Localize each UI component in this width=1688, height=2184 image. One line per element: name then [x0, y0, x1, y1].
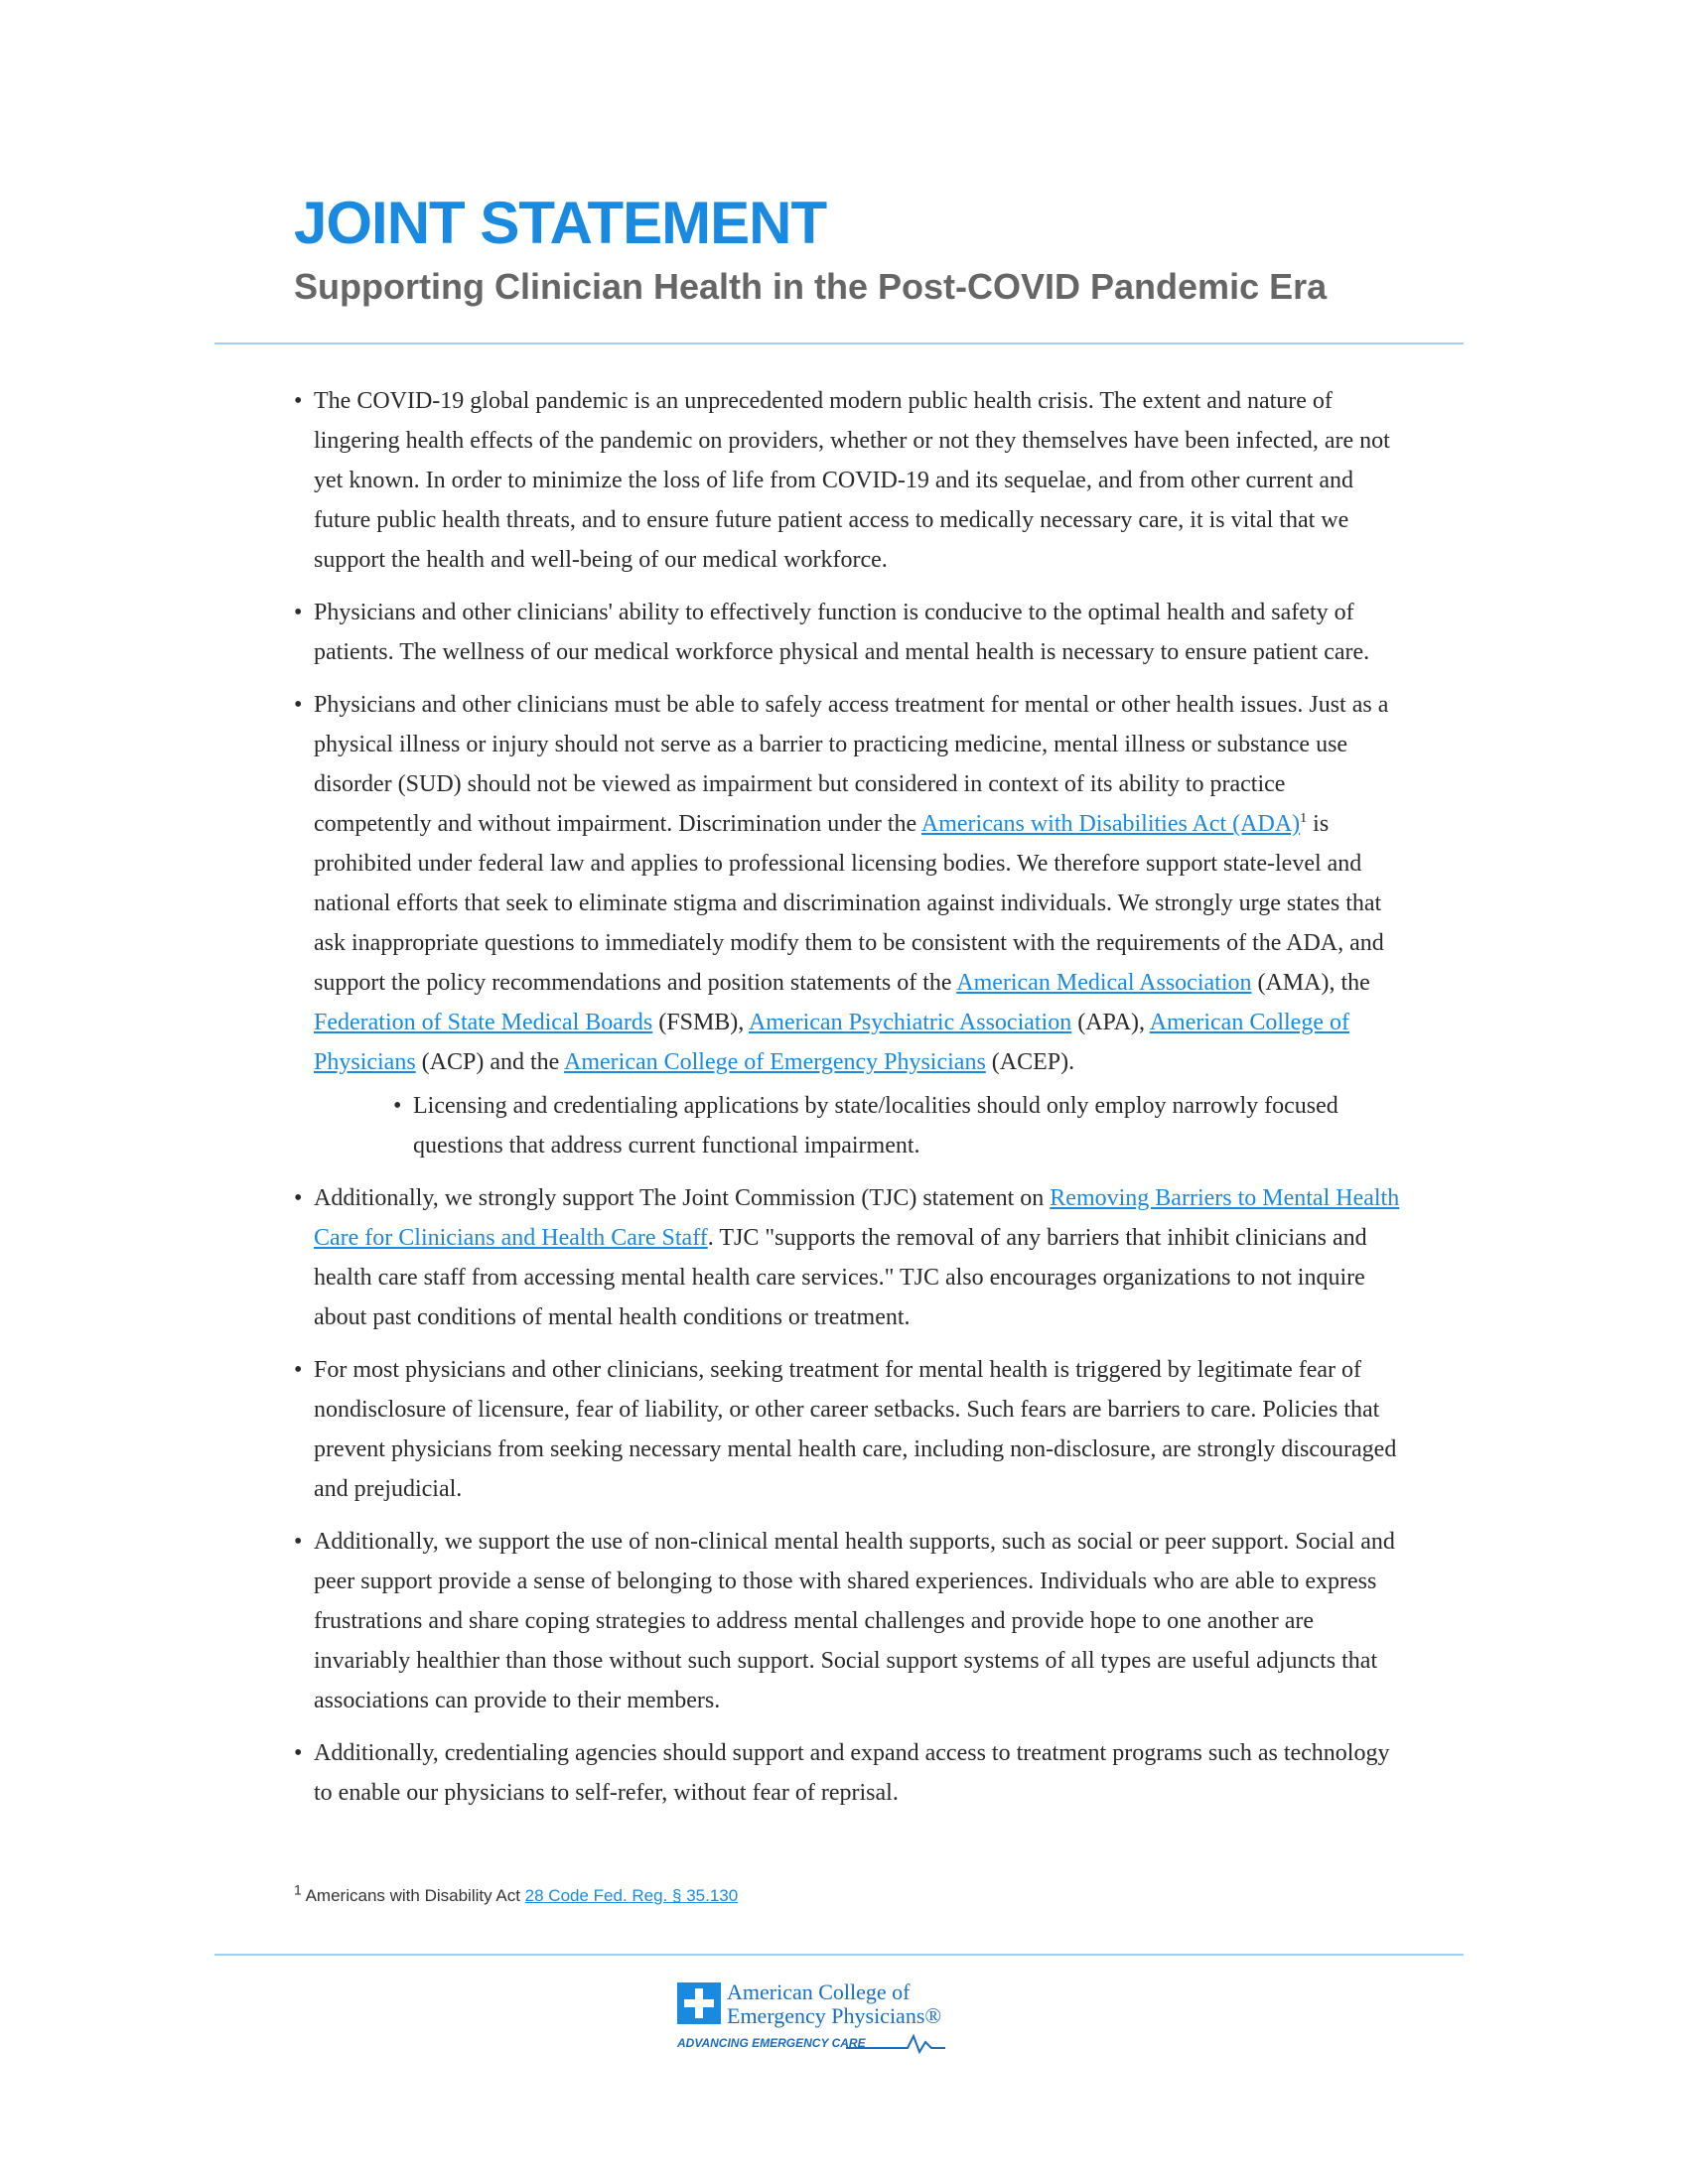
- ama-link[interactable]: American Medical Association: [956, 970, 1252, 996]
- logo-tagline: ADVANCING EMERGENCY CARE: [677, 2036, 866, 2050]
- acep-cross-icon: [677, 1982, 721, 2024]
- logo-line-1: American College of: [727, 1979, 911, 2004]
- document-subtitle: Supporting Clinician Health in the Post-COVID Pandemic Era: [294, 266, 1328, 307]
- bottom-divider: [214, 1954, 1464, 1956]
- sub-bullet-1: • Licensing and credentialing applications by state/localities should only employ narrowly focused questions that address current functional impairment.: [393, 1086, 1402, 1165]
- footnote-ref: 1: [1300, 811, 1308, 826]
- bullet-6: • Additionally, we support the use of non-clinical mental health supports, such as social or peer support. Social and peer support provide a sense of belonging to those with shared experiences. Individuals who are able to express frustrations and share coping strategies to address mental challenges and provide hope to one another are invariably healthier than those without such support. Social support systems of all types are useful adjuncts that associations can provide to their members.: [294, 1522, 1402, 1720]
- logo-line-2: Emergency Physicians®: [727, 2003, 942, 2028]
- acp-link[interactable]: American College of Physicians: [314, 1010, 1349, 1075]
- fsmb-link[interactable]: Federation of State Medical Boards: [314, 1010, 653, 1035]
- acep-link[interactable]: American College of Emergency Physicians: [564, 1049, 986, 1075]
- footnote-marker: 1: [294, 1881, 302, 1898]
- apa-link[interactable]: American Psychiatric Association: [748, 1010, 1072, 1035]
- statement-body: [294, 381, 1402, 1826]
- bullet-1: • The COVID-19 global pandemic is an unprecedented modern public health crisis. The extent and nature of lingering health effects of the pandemic on providers, whether or not they themselves have been infected, are not yet known. In order to minimize the loss of life from COVID-19 and its sequelae, and from other current and future public health threats, and to ensure future patient access to medically necessary care, it is vital that we support the health and well-being of our medical workforce.: [294, 381, 1402, 580]
- bullet-4: • Additionally, we strongly support The Joint Commission (TJC) statement on Removing Barriers to Mental Health Care for Clinicians and Health Care Staff. TJC "supports the removal of any barriers that inhibit clinicians and health care staff from accessing mental health care services." TJC also encourages organizations to not inquire about past conditions of mental health conditions or treatment.: [294, 1178, 1402, 1337]
- acep-logo: [677, 1980, 945, 2060]
- bullet-5: • For most physicians and other clinicians, seeking treatment for mental health is triggered by legitimate fear of nondisclosure of licensure, fear of liability, or other career setbacks. Such fears are barriers to care. Policies that prevent physicians from seeking necessary mental health care, including non-disclosure, are strongly discouraged and prejudicial.: [294, 1350, 1402, 1509]
- top-divider: [214, 342, 1464, 344]
- footnote-text: Americans with Disability Act: [305, 1886, 520, 1905]
- document-title: JOINT STATEMENT: [294, 190, 827, 256]
- ada-link[interactable]: Americans with Disabilities Act (ADA): [920, 811, 1301, 837]
- tjc-link[interactable]: Removing Barriers to Mental Health Care for Clinicians and Health Care Staff: [314, 1185, 1400, 1251]
- ecg-line-icon: [846, 2030, 945, 2054]
- bullet-list: [294, 381, 1402, 1813]
- bullet-2: • Physicians and other clinicians' ability to effectively function is conducive to the optimal health and safety of patients. The wellness of our medical workforce physical and mental health is necessary to ensure patient care.: [294, 593, 1402, 672]
- sub-bullet-list: [314, 1086, 1402, 1165]
- bullet-7: • Additionally, credentialing agencies should support and expand access to treatment programs such as technology to enable our physicians to self-refer, without fear of reprisal.: [294, 1733, 1402, 1813]
- footnote-link[interactable]: 28 Code Fed. Reg. § 35.130: [524, 1886, 739, 1905]
- bullet-3: • Physicians and other clinicians must be able to safely access treatment for mental or other health issues. Just as a physical illness or injury should not serve as a barrier to practicing medicine, mental illness or substance use disorder (SUD) should not be viewed as impairment but considered in context of its ability to practice competently and without impairment. Discrimination under the Americans with Disabilities Act (ADA)$^1$ is prohibited under federal law and applies to professional licensing bodies. We therefore support state-level and national efforts that seek to eliminate stigma and discrimination against individuals. We strongly urge states that ask inappropriate questions to immediately modify them to be consistent with the requirements of the ADA, and support the policy recommendations and position statements of the American Medical Association (AMA), the Federation of State Medical Boards (FSMB), American Psychiatric Association (APA), American College of Physicians (ACP) and the American College of Emergency Physicians (ACEP). • Licensing and credentialing applications by state/localities should only employ narrowly focused questions that address current functional impairment.: [294, 685, 1402, 1165]
- footnote: [294, 1881, 739, 1906]
